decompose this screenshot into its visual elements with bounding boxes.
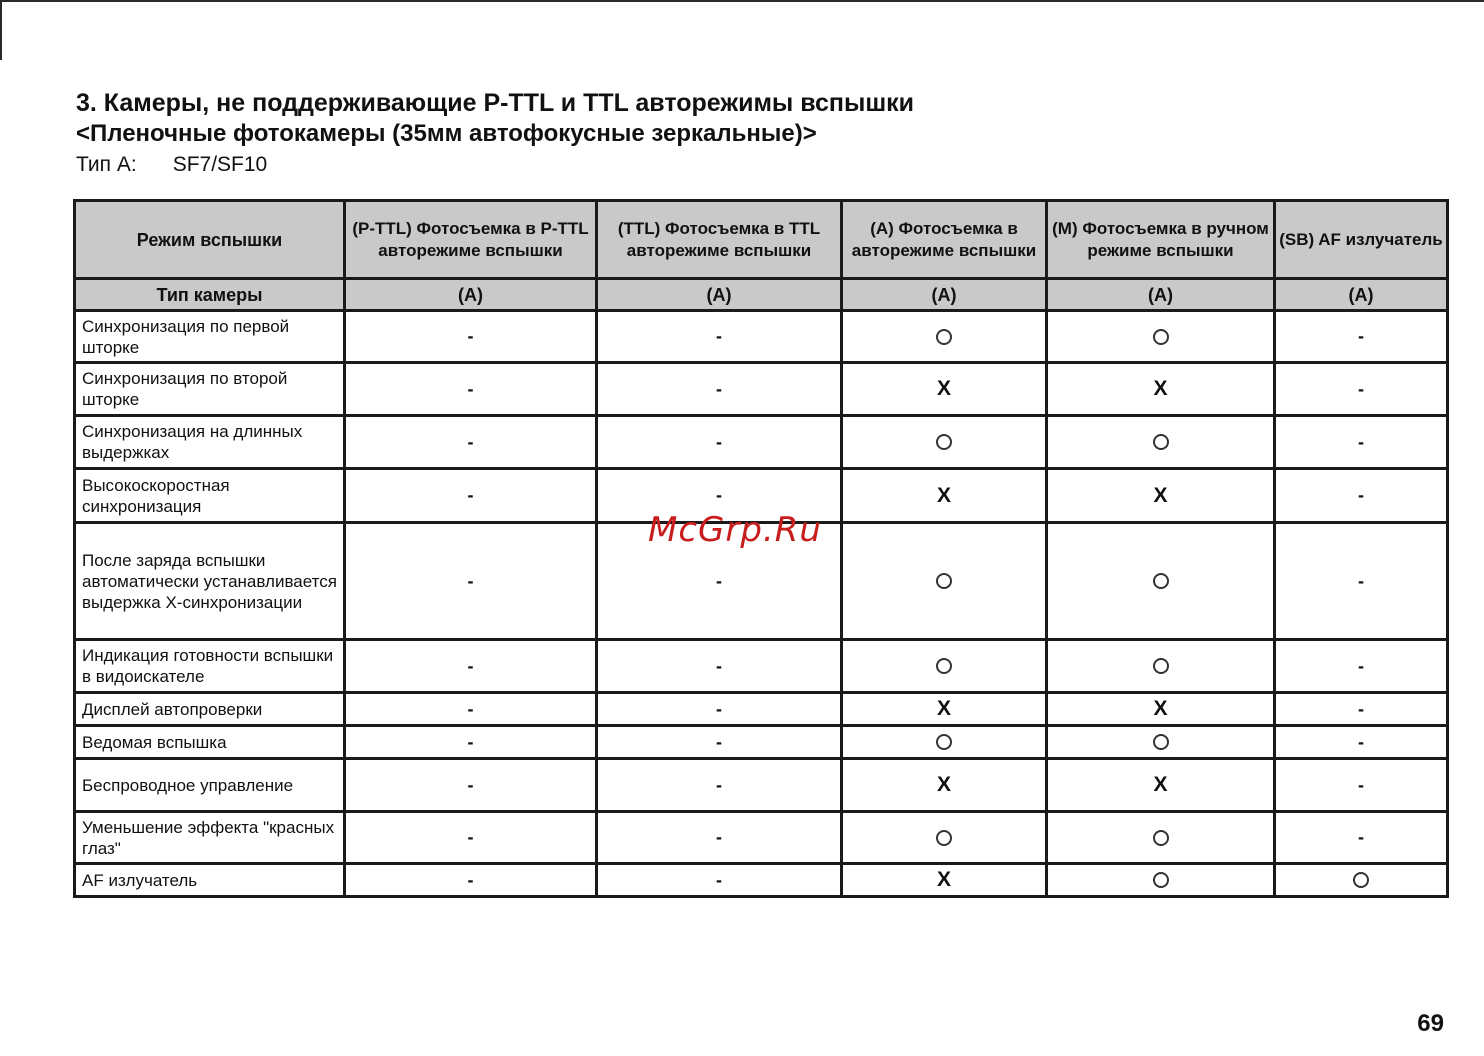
value-cell (1047, 693, 1275, 726)
not-applicable-mark: - (467, 485, 474, 505)
feature-cell: Синхронизация по первой шторке (75, 311, 345, 363)
value-cell (1275, 864, 1448, 897)
value-cell (1047, 640, 1275, 693)
camera-type-value: SF7/SF10 (172, 153, 268, 176)
value-cell (597, 864, 842, 897)
value-cell (1275, 469, 1448, 523)
value-cell (1275, 363, 1448, 416)
value-cell (1047, 311, 1275, 363)
value-cell (1275, 726, 1448, 759)
feature-cell: Ведомая вспышка (75, 726, 345, 759)
not-supported-mark: X (936, 483, 951, 507)
not-supported-mark: X (936, 773, 951, 796)
table-header-row (75, 201, 1448, 279)
value-cell (1047, 363, 1275, 416)
supported-circle-icon (936, 658, 952, 674)
not-applicable-mark: - (467, 869, 474, 890)
not-supported-mark: X (1153, 773, 1168, 796)
value-cell (1275, 812, 1448, 864)
not-supported-mark: X (1153, 377, 1168, 400)
camera-type-label: Тип А: (76, 153, 137, 176)
page-number: 69 (1417, 1010, 1444, 1037)
supported-circle-icon (1153, 830, 1169, 846)
camera-type-cell: (А) (597, 279, 842, 311)
value-cell (842, 812, 1047, 864)
not-applicable-mark: - (716, 485, 722, 505)
not-applicable-mark: - (716, 774, 722, 795)
value-cell (345, 693, 597, 726)
not-supported-mark: X (1153, 483, 1168, 507)
header-flash-mode: Режим вспышки (75, 201, 345, 279)
supported-circle-icon (936, 830, 952, 846)
feature-cell: Дисплей автопроверки (75, 693, 345, 726)
not-applicable-mark: - (716, 378, 722, 399)
not-applicable-mark: - (1358, 570, 1364, 591)
not-applicable-mark: - (467, 731, 474, 752)
not-applicable-mark: - (467, 827, 474, 847)
value-cell (345, 416, 597, 469)
table-row (75, 640, 1448, 693)
value-cell (1275, 693, 1448, 726)
value-cell (1047, 416, 1275, 469)
table-row (75, 693, 1448, 726)
supported-circle-icon (936, 329, 952, 345)
header-column: (SB) AF излучатель (1275, 201, 1448, 279)
supported-circle-icon (1153, 329, 1169, 345)
table-row (75, 759, 1448, 812)
value-cell (842, 864, 1047, 897)
not-applicable-mark: - (467, 326, 474, 346)
not-applicable-mark: - (1358, 378, 1364, 399)
value-cell (345, 523, 597, 640)
left-border-line (0, 0, 2, 60)
supported-circle-icon (1153, 434, 1169, 450)
feature-cell: Беспроводное управление (75, 759, 345, 812)
not-applicable-mark: - (467, 698, 474, 719)
not-supported-mark: X (936, 697, 951, 720)
not-applicable-mark: - (1358, 698, 1364, 719)
not-applicable-mark: - (716, 570, 722, 591)
value-cell (345, 812, 597, 864)
header-column: (М) Фотосъемка в ручном режиме вспышки (1047, 201, 1275, 279)
value-cell (1047, 812, 1275, 864)
value-cell (842, 693, 1047, 726)
value-cell (1047, 759, 1275, 812)
value-cell (345, 864, 597, 897)
table-row (75, 363, 1448, 416)
not-supported-mark: X (936, 377, 951, 400)
not-applicable-mark: - (1358, 326, 1364, 346)
feature-cell: После заряда вспышки автоматически устанавливается выдержка X-синхронизации (75, 523, 345, 640)
value-cell (842, 363, 1047, 416)
section-title: 3. Камеры, не поддерживающие P-TTL и TTL авторежимы вспышки (76, 89, 915, 117)
feature-cell: Синхронизация по второй шторке (75, 363, 345, 416)
header-camera-type: Тип камеры (75, 279, 345, 311)
table-row (75, 311, 1448, 363)
camera-type-cell: (А) (1275, 279, 1448, 311)
not-applicable-mark: - (716, 698, 722, 719)
top-border-line (0, 0, 1484, 2)
not-applicable-mark: - (467, 431, 474, 452)
camera-type-cell: (А) (1047, 279, 1275, 311)
table-row (75, 726, 1448, 759)
feature-cell: Индикация готовности вспышки в видоискателе (75, 640, 345, 693)
table-subheader-row (75, 279, 1448, 311)
value-cell (345, 726, 597, 759)
not-applicable-mark: - (1358, 431, 1364, 452)
camera-type-cell: (А) (345, 279, 597, 311)
value-cell (597, 812, 842, 864)
not-applicable-mark: - (1358, 774, 1364, 795)
value-cell (597, 726, 842, 759)
feature-cell: Уменьшение эффекта "красных глаз" (75, 812, 345, 864)
not-applicable-mark: - (1358, 731, 1364, 752)
value-cell (1275, 416, 1448, 469)
table-row (75, 864, 1448, 897)
supported-circle-icon (936, 734, 952, 750)
value-cell (842, 523, 1047, 640)
not-applicable-mark: - (716, 431, 722, 452)
value-cell (842, 640, 1047, 693)
table-row (75, 416, 1448, 469)
supported-circle-icon (936, 573, 952, 589)
value-cell (345, 759, 597, 812)
value-cell (842, 311, 1047, 363)
value-cell (1047, 523, 1275, 640)
not-applicable-mark: - (1358, 827, 1364, 847)
watermark: McGrp.Ru (648, 510, 822, 550)
not-applicable-mark: - (716, 827, 722, 847)
not-supported-mark: X (1153, 697, 1168, 720)
supported-circle-icon (1153, 658, 1169, 674)
table-body (75, 311, 1448, 897)
not-applicable-mark: - (1358, 485, 1364, 505)
feature-cell: AF излучатель (75, 864, 345, 897)
value-cell (597, 311, 842, 363)
value-cell (597, 759, 842, 812)
not-applicable-mark: - (467, 570, 474, 591)
value-cell (1275, 640, 1448, 693)
not-applicable-mark: - (467, 774, 474, 795)
not-applicable-mark: - (467, 655, 474, 676)
not-applicable-mark: - (716, 655, 722, 676)
value-cell (842, 726, 1047, 759)
supported-circle-icon (1153, 573, 1169, 589)
value-cell (1047, 469, 1275, 523)
value-cell (345, 363, 597, 416)
header-column: (TTL) Фотосъемка в TTL авторежиме вспышки (597, 201, 842, 279)
value-cell (597, 416, 842, 469)
not-applicable-mark: - (467, 378, 474, 399)
camera-type-cell: (А) (842, 279, 1047, 311)
not-applicable-mark: - (716, 326, 722, 346)
value-cell (1047, 864, 1275, 897)
supported-circle-icon (936, 434, 952, 450)
camera-type-line (76, 151, 267, 179)
feature-cell: Синхронизация на длинных выдержках (75, 416, 345, 469)
feature-cell: Высокоскоростная синхронизация (75, 469, 345, 523)
value-cell (1047, 726, 1275, 759)
supported-circle-icon (1153, 734, 1169, 750)
not-applicable-mark: - (716, 869, 722, 890)
header-column: (P-TTL) Фотосъемка в P-TTL авторежиме вспышки (345, 201, 597, 279)
value-cell (842, 416, 1047, 469)
value-cell (345, 311, 597, 363)
not-applicable-mark: - (1358, 655, 1364, 676)
header-column: (А) Фотосъемка в авторежиме вспышки (842, 201, 1047, 279)
value-cell (1275, 523, 1448, 640)
section-subtitle: <Пленочные фотокамеры (35мм автофокусные зеркальные)> (76, 120, 817, 147)
supported-circle-icon (1153, 872, 1169, 888)
value-cell (597, 693, 842, 726)
value-cell (597, 363, 842, 416)
value-cell (345, 469, 597, 523)
value-cell (1275, 311, 1448, 363)
table-row (75, 812, 1448, 864)
supported-circle-icon (1353, 872, 1369, 888)
value-cell (597, 640, 842, 693)
value-cell (842, 469, 1047, 523)
not-applicable-mark: - (716, 731, 722, 752)
value-cell (345, 640, 597, 693)
not-supported-mark: X (936, 868, 951, 891)
value-cell (1275, 759, 1448, 812)
value-cell (842, 759, 1047, 812)
